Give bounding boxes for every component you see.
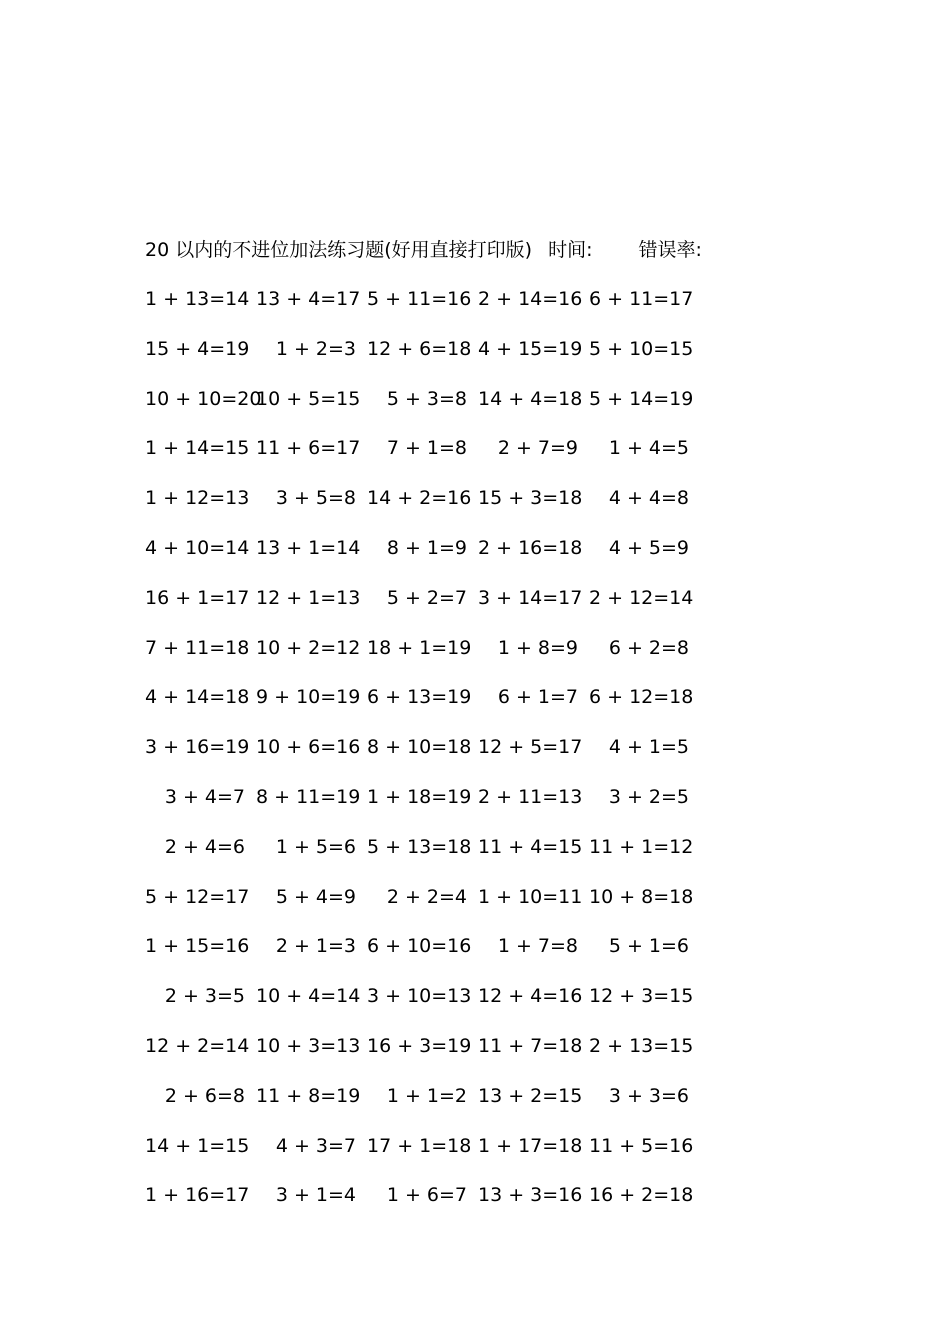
problem-row bbox=[145, 683, 745, 733]
time-label: 时间: bbox=[548, 239, 593, 261]
addition-problem: 10 + 10=20 bbox=[145, 387, 262, 410]
addition-problem: 15 + 3=18 bbox=[478, 487, 583, 510]
addition-problem: 3 + 5=8 bbox=[275, 487, 356, 510]
addition-problem: 11 + 8=19 bbox=[256, 1084, 361, 1107]
addition-problem: 1 + 14=15 bbox=[145, 437, 250, 460]
addition-problem: 10 + 5=15 bbox=[256, 387, 361, 410]
addition-problem: 13 + 4=17 bbox=[256, 288, 361, 310]
addition-problem: 5 + 14=19 bbox=[589, 387, 694, 410]
addition-problem: 11 + 1=12 bbox=[589, 835, 694, 858]
addition-problem: 3 + 1=4 bbox=[275, 1184, 356, 1207]
addition-problem: 1 + 4=5 bbox=[608, 437, 689, 460]
addition-problem: 8 + 1=9 bbox=[386, 536, 467, 559]
problem-row bbox=[145, 883, 745, 933]
addition-problem: 4 + 10=14 bbox=[145, 536, 250, 559]
addition-problem: 12 + 2=14 bbox=[145, 1034, 250, 1057]
addition-problem: 13 + 1=14 bbox=[256, 536, 361, 559]
problem-row bbox=[145, 1132, 745, 1182]
addition-problem: 11 + 4=15 bbox=[478, 835, 583, 858]
addition-problem: 5 + 4=9 bbox=[275, 885, 356, 908]
addition-problem: 10 + 6=16 bbox=[256, 736, 361, 759]
addition-problem: 6 + 2=8 bbox=[608, 636, 689, 659]
problem-row bbox=[145, 1032, 745, 1082]
addition-problem: 7 + 1=8 bbox=[386, 437, 467, 460]
addition-problem: 5 + 1=6 bbox=[608, 935, 689, 958]
problem-grid bbox=[145, 285, 745, 1231]
addition-problem: 1 + 5=6 bbox=[275, 835, 356, 858]
addition-problem: 14 + 4=18 bbox=[478, 387, 583, 410]
addition-problem: 14 + 1=15 bbox=[145, 1134, 250, 1157]
addition-problem: 2 + 14=16 bbox=[478, 288, 583, 310]
addition-problem: 12 + 5=17 bbox=[478, 736, 583, 759]
addition-problem: 8 + 11=19 bbox=[256, 785, 361, 808]
addition-problem: 2 + 6=8 bbox=[164, 1084, 245, 1107]
addition-problem: 3 + 4=7 bbox=[164, 785, 245, 808]
error-rate-label: 错误率: bbox=[638, 239, 702, 261]
addition-problem: 5 + 3=8 bbox=[386, 387, 467, 410]
addition-problem: 18 + 1=19 bbox=[367, 636, 472, 659]
problem-row bbox=[145, 434, 745, 484]
addition-problem: 2 + 2=4 bbox=[386, 885, 467, 908]
addition-problem: 10 + 3=13 bbox=[256, 1034, 361, 1057]
addition-problem: 15 + 4=19 bbox=[145, 337, 250, 360]
problem-row bbox=[145, 584, 745, 634]
addition-problem: 3 + 3=6 bbox=[608, 1084, 689, 1107]
addition-problem: 8 + 10=18 bbox=[367, 736, 472, 759]
addition-problem: 5 + 13=18 bbox=[367, 835, 472, 858]
addition-problem: 2 + 16=18 bbox=[478, 536, 583, 559]
addition-problem: 4 + 15=19 bbox=[478, 337, 583, 360]
addition-problem: 10 + 4=14 bbox=[256, 985, 361, 1008]
addition-problem: 12 + 3=15 bbox=[589, 985, 694, 1008]
addition-problem: 1 + 13=14 bbox=[145, 288, 250, 310]
problem-row bbox=[145, 932, 745, 982]
addition-problem: 11 + 7=18 bbox=[478, 1034, 583, 1057]
addition-problem: 1 + 8=9 bbox=[497, 636, 578, 659]
addition-problem: 12 + 1=13 bbox=[256, 586, 361, 609]
addition-problem: 3 + 2=5 bbox=[608, 785, 689, 808]
addition-problem: 1 + 18=19 bbox=[367, 785, 472, 808]
addition-problem: 17 + 1=18 bbox=[367, 1134, 472, 1157]
addition-problem: 9 + 10=19 bbox=[256, 686, 361, 709]
problem-row bbox=[145, 733, 745, 783]
addition-problem: 2 + 12=14 bbox=[589, 586, 694, 609]
problem-row bbox=[145, 285, 745, 335]
addition-problem: 4 + 5=9 bbox=[608, 536, 689, 559]
addition-problem: 1 + 6=7 bbox=[386, 1184, 467, 1207]
worksheet-header bbox=[145, 236, 702, 264]
addition-problem: 6 + 1=7 bbox=[497, 686, 578, 709]
worksheet-title: 20 以内的不进位加法练习题(好用直接打印版) bbox=[145, 239, 533, 261]
addition-problem: 2 + 7=9 bbox=[497, 437, 578, 460]
addition-problem: 6 + 12=18 bbox=[589, 686, 694, 709]
addition-problem: 6 + 11=17 bbox=[589, 288, 694, 310]
addition-problem: 5 + 10=15 bbox=[589, 337, 694, 360]
addition-problem: 14 + 2=16 bbox=[367, 487, 472, 510]
addition-problem: 1 + 1=2 bbox=[386, 1084, 467, 1107]
problem-row bbox=[145, 783, 745, 833]
problem-row bbox=[145, 1082, 745, 1132]
problem-row bbox=[145, 534, 745, 584]
addition-problem: 4 + 4=8 bbox=[608, 487, 689, 510]
problem-row bbox=[145, 634, 745, 684]
addition-problem: 4 + 14=18 bbox=[145, 686, 250, 709]
addition-problem: 12 + 4=16 bbox=[478, 985, 583, 1008]
addition-problem: 5 + 11=16 bbox=[367, 288, 472, 310]
addition-problem: 16 + 2=18 bbox=[589, 1184, 694, 1207]
addition-problem: 2 + 13=15 bbox=[589, 1034, 694, 1057]
addition-problem: 16 + 1=17 bbox=[145, 586, 250, 609]
problem-row bbox=[145, 833, 745, 883]
addition-problem: 3 + 14=17 bbox=[478, 586, 583, 609]
addition-problem: 1 + 15=16 bbox=[145, 935, 250, 958]
addition-problem: 1 + 2=3 bbox=[275, 337, 356, 360]
addition-problem: 7 + 11=18 bbox=[145, 636, 250, 659]
addition-problem: 2 + 4=6 bbox=[164, 835, 245, 858]
addition-problem: 3 + 10=13 bbox=[367, 985, 472, 1008]
addition-problem: 2 + 3=5 bbox=[164, 985, 245, 1008]
addition-problem: 4 + 3=7 bbox=[275, 1134, 356, 1157]
addition-problem: 5 + 2=7 bbox=[386, 586, 467, 609]
addition-problem: 12 + 6=18 bbox=[367, 337, 472, 360]
addition-problem: 10 + 8=18 bbox=[589, 885, 694, 908]
problem-row bbox=[145, 385, 745, 435]
addition-problem: 13 + 2=15 bbox=[478, 1084, 583, 1107]
problem-row bbox=[145, 1181, 745, 1231]
addition-problem: 3 + 16=19 bbox=[145, 736, 250, 759]
addition-problem: 5 + 12=17 bbox=[145, 885, 250, 908]
addition-problem: 6 + 10=16 bbox=[367, 935, 472, 958]
addition-problem: 6 + 13=19 bbox=[367, 686, 472, 709]
addition-problem: 11 + 5=16 bbox=[589, 1134, 694, 1157]
addition-problem: 1 + 17=18 bbox=[478, 1134, 583, 1157]
problem-row bbox=[145, 335, 745, 385]
addition-problem: 4 + 1=5 bbox=[608, 736, 689, 759]
addition-problem: 1 + 10=11 bbox=[478, 885, 583, 908]
addition-problem: 2 + 11=13 bbox=[478, 785, 583, 808]
addition-problem: 1 + 7=8 bbox=[497, 935, 578, 958]
addition-problem: 16 + 3=19 bbox=[367, 1034, 472, 1057]
addition-problem: 1 + 12=13 bbox=[145, 487, 250, 510]
addition-problem: 1 + 16=17 bbox=[145, 1184, 250, 1207]
addition-problem: 2 + 1=3 bbox=[275, 935, 356, 958]
addition-problem: 10 + 2=12 bbox=[256, 636, 361, 659]
addition-problem: 11 + 6=17 bbox=[256, 437, 361, 460]
problem-row bbox=[145, 982, 745, 1032]
addition-problem: 13 + 3=16 bbox=[478, 1184, 583, 1207]
problem-row bbox=[145, 484, 745, 534]
